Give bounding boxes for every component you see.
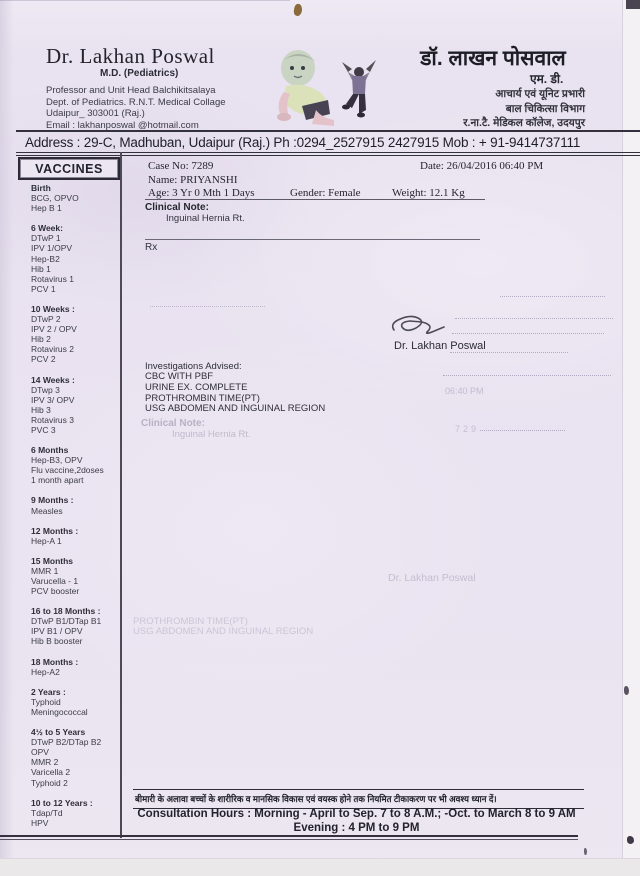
- ghost-case: 729: [455, 424, 480, 434]
- ghost-clinical-note: Inguinal Hernia Rt.: [172, 429, 251, 440]
- vaccine-item: Hib 3: [31, 404, 51, 415]
- vaccine-group: [31, 798, 123, 828]
- vaccine-item: IPV B1 / OPV: [31, 626, 83, 637]
- vaccine-group-header: 18 Months :: [31, 656, 79, 667]
- vaccine-group: [31, 727, 123, 788]
- ghost-clinical-label: Clinical Note:: [141, 418, 205, 429]
- investigations-list: [145, 372, 325, 415]
- signature-name: Dr. Lakhan Poswal: [394, 340, 486, 352]
- vaccine-item: DTwP 2: [31, 314, 61, 325]
- vaccine-group-header: 12 Months :: [31, 525, 79, 536]
- doctor-college-hindi: र.ना.टै. मेडिकल कॉलेज, उदयपुर: [463, 117, 585, 129]
- ghost-dots: [500, 296, 605, 297]
- doctor-degree: M.D. (Pediatrics): [100, 68, 179, 79]
- address-bar: [16, 130, 640, 156]
- vaccine-item: Measles: [31, 505, 63, 516]
- rx-label: Rx: [145, 242, 158, 253]
- investigation-item: PROTHROMBIN TIME(PT): [145, 392, 260, 404]
- patient-weight: Weight: 12.1 Kg: [392, 187, 465, 199]
- vaccine-group-header: 10 Weeks :: [31, 303, 75, 314]
- doctor-signature: [388, 312, 452, 340]
- vaccine-group: [31, 183, 123, 213]
- footer-hindi-note: [133, 789, 584, 809]
- vaccine-group: [31, 495, 123, 515]
- vaccine-item: DTwP B2/DTap B2: [31, 737, 102, 748]
- doctor-name-hindi: डॉ. लाखन पोसवाल: [420, 47, 566, 70]
- vaccine-group-header: 15 Months: [31, 555, 74, 566]
- vaccine-item: Hep-A 1: [31, 535, 62, 546]
- vaccine-group-header: 9 Months :: [31, 495, 74, 506]
- consultation-hours-line1: Consultation Hours : Morning - April to Sep. 7 to 8 A.M.; -Oct. to March 8 to 9 AM: [137, 808, 576, 820]
- vaccine-item: IPV 1/OPV: [31, 243, 73, 254]
- vaccine-group: [31, 606, 123, 646]
- vaccine-item: PCV 2: [31, 354, 56, 365]
- vaccine-item: Typhoid 2: [31, 777, 68, 788]
- vaccine-item: Meningococcal: [31, 706, 88, 717]
- footer-hindi-text: बीमारी के अलावा बच्चों के शारीरिक व मानसिक विकास एवं वयस्क होने तक नियमित टीकाकरण पर भी अवश्य ध्यान दें।: [135, 794, 497, 804]
- vaccine-item: Hep-B2: [31, 253, 60, 264]
- vaccines-title: VACCINES: [18, 157, 120, 180]
- doctor-email-line: Email : lakhanposwal @hotmail.com: [46, 119, 199, 131]
- clinical-note-label: Clinical Note:: [145, 202, 209, 213]
- vaccine-item: Hib 1: [31, 263, 51, 274]
- divider-line: [145, 239, 480, 240]
- vaccine-group: [31, 445, 123, 485]
- ghost-dots: [455, 318, 613, 319]
- vaccine-item: Hep-A2: [31, 666, 60, 677]
- ghost-dots: [150, 306, 265, 307]
- scan-speck: [584, 848, 587, 855]
- vaccine-item: DTwP 1: [31, 233, 61, 244]
- address-text: Address : 29-C, Madhuban, Udaipur (Raj.) Ph :0294_2527915 2427915 Mob : + 91-9414737111: [25, 134, 581, 150]
- vaccine-group: [31, 223, 123, 294]
- vaccine-group: [31, 375, 123, 436]
- investigation-item: USG ABDOMEN AND INGUINAL REGION: [145, 403, 326, 415]
- ghost-line: [0, 0, 290, 1]
- patient-name: Name: PRIYANSHI: [148, 174, 238, 186]
- doctor-details: [46, 85, 226, 131]
- vaccine-group-header: 16 to 18 Months :: [31, 606, 101, 617]
- vaccine-item: MMR 1: [31, 565, 59, 576]
- ghost-dots: [480, 430, 565, 431]
- vaccine-group: [31, 556, 123, 596]
- vaccine-list: [31, 183, 123, 838]
- vaccine-item: Hib 2: [31, 334, 51, 345]
- scan-corner-mark: [626, 0, 640, 9]
- ghost-dots: [452, 333, 604, 334]
- clinical-note-text: Inguinal Hernia Rt.: [166, 213, 245, 224]
- doctor-degree-hindi: एम. डी.: [530, 72, 564, 86]
- vaccine-item: HPV: [31, 817, 49, 828]
- doctor-city-line: Udaipur_ 303001 (Raj.): [46, 108, 145, 119]
- scan-speck: [624, 686, 629, 695]
- vaccine-item: Hib B booster: [31, 636, 83, 647]
- vaccine-item: PCV booster: [31, 586, 80, 597]
- vaccine-item: DTwP B1/DTap B1: [31, 616, 102, 627]
- case-number: Case No: 7289: [148, 160, 214, 172]
- vaccine-group-header: 2 Years :: [31, 686, 66, 697]
- patient-age: Age: 3 Yr 0 Mth 1 Days: [148, 187, 255, 199]
- investigation-item: URINE EX. COMPLETE: [145, 381, 248, 393]
- vaccine-item: MMR 2: [31, 757, 59, 768]
- vaccine-item: Flu vaccine,2doses: [31, 465, 104, 476]
- doctor-dept-hindi: बाल चिकित्सा विभाग: [505, 102, 585, 115]
- vaccine-group: [31, 304, 123, 365]
- scan-speck: [293, 3, 303, 16]
- vaccine-group-header: 4½ to 5 Years: [31, 727, 86, 738]
- vaccine-group-header: 6 Months: [31, 445, 69, 456]
- vaccine-group: [31, 687, 123, 717]
- doctor-dept-line: Dept. of Pediatrics. R.N.T. Medical Collage: [46, 96, 226, 108]
- ghost-dots: [443, 375, 611, 376]
- vaccine-item: DTwp 3: [31, 384, 60, 395]
- divider-line: [145, 199, 485, 200]
- vaccine-group-header: 6 Week:: [31, 223, 63, 234]
- scan-edge-bottom: [0, 858, 640, 876]
- vaccine-item: Varucella - 1: [31, 576, 79, 586]
- vaccine-item: Varicella 2: [31, 767, 71, 778]
- patient-gender: Gender: Female: [290, 187, 361, 199]
- vaccine-item: Rotavirus 2: [31, 344, 74, 355]
- doctor-details-hindi: [463, 87, 585, 131]
- ghost-signature-name: Dr. Lakhan Poswal: [388, 572, 476, 584]
- consultation-hours-line2: Evening : 4 PM to 9 PM: [293, 822, 420, 834]
- vaccine-item: Hep-B3, OPV: [31, 455, 83, 466]
- doctor-title-hindi: आचार्य एवं यूनिट प्रभारी: [495, 88, 585, 100]
- vaccine-item: Tdap/Td: [31, 807, 63, 818]
- visit-date: Date: 26/04/2016 06:40 PM: [420, 160, 544, 172]
- vaccine-item: 1 month apart: [31, 475, 84, 486]
- ghost-investigation: USG ABDOMEN AND INGUINAL REGION: [133, 626, 314, 637]
- footer-rule: [0, 835, 578, 837]
- vaccine-group-header: Birth: [31, 183, 51, 193]
- scan-edge-shadow: [0, 0, 14, 860]
- vaccine-item: PVC 3: [31, 424, 56, 435]
- vaccine-item: IPV 2 / OPV: [31, 324, 77, 335]
- vaccine-item: IPV 3/ OPV: [31, 394, 75, 405]
- vaccine-group: [31, 526, 123, 546]
- scan-speck: [627, 836, 634, 844]
- jumping-child-photo: [338, 60, 380, 124]
- vaccine-item: PCV 1: [31, 283, 56, 294]
- vaccine-item: OPV: [31, 747, 49, 758]
- ghost-investigation: PROTHROMBIN TIME(PT): [133, 616, 248, 627]
- vaccine-group-header: 10 to 12 Years :: [31, 797, 93, 808]
- vaccine-item: Typhoid: [31, 696, 61, 707]
- ghost-dots: [450, 352, 568, 353]
- vaccine-item: Rotavirus 1: [31, 273, 74, 284]
- investigations-label: Investigations Advised:: [145, 361, 242, 372]
- investigation-item: CBC WITH PBF: [145, 371, 214, 382]
- doctor-title-line: Professor and Unit Head Balchikitsalaya: [46, 85, 216, 96]
- crawling-baby-photo: [272, 48, 344, 128]
- footer-rule: [0, 839, 578, 840]
- ghost-time: 06:40 PM: [445, 386, 484, 396]
- doctor-name: Dr. Lakhan Poswal: [46, 44, 215, 68]
- vaccine-group: [31, 657, 123, 677]
- vaccine-item: Rotavirus 3: [31, 414, 74, 425]
- vaccine-item: Hep B 1: [31, 203, 62, 214]
- vaccine-item: BCG, OPVO: [31, 193, 79, 204]
- vaccine-group-header: 14 Weeks :: [31, 374, 75, 385]
